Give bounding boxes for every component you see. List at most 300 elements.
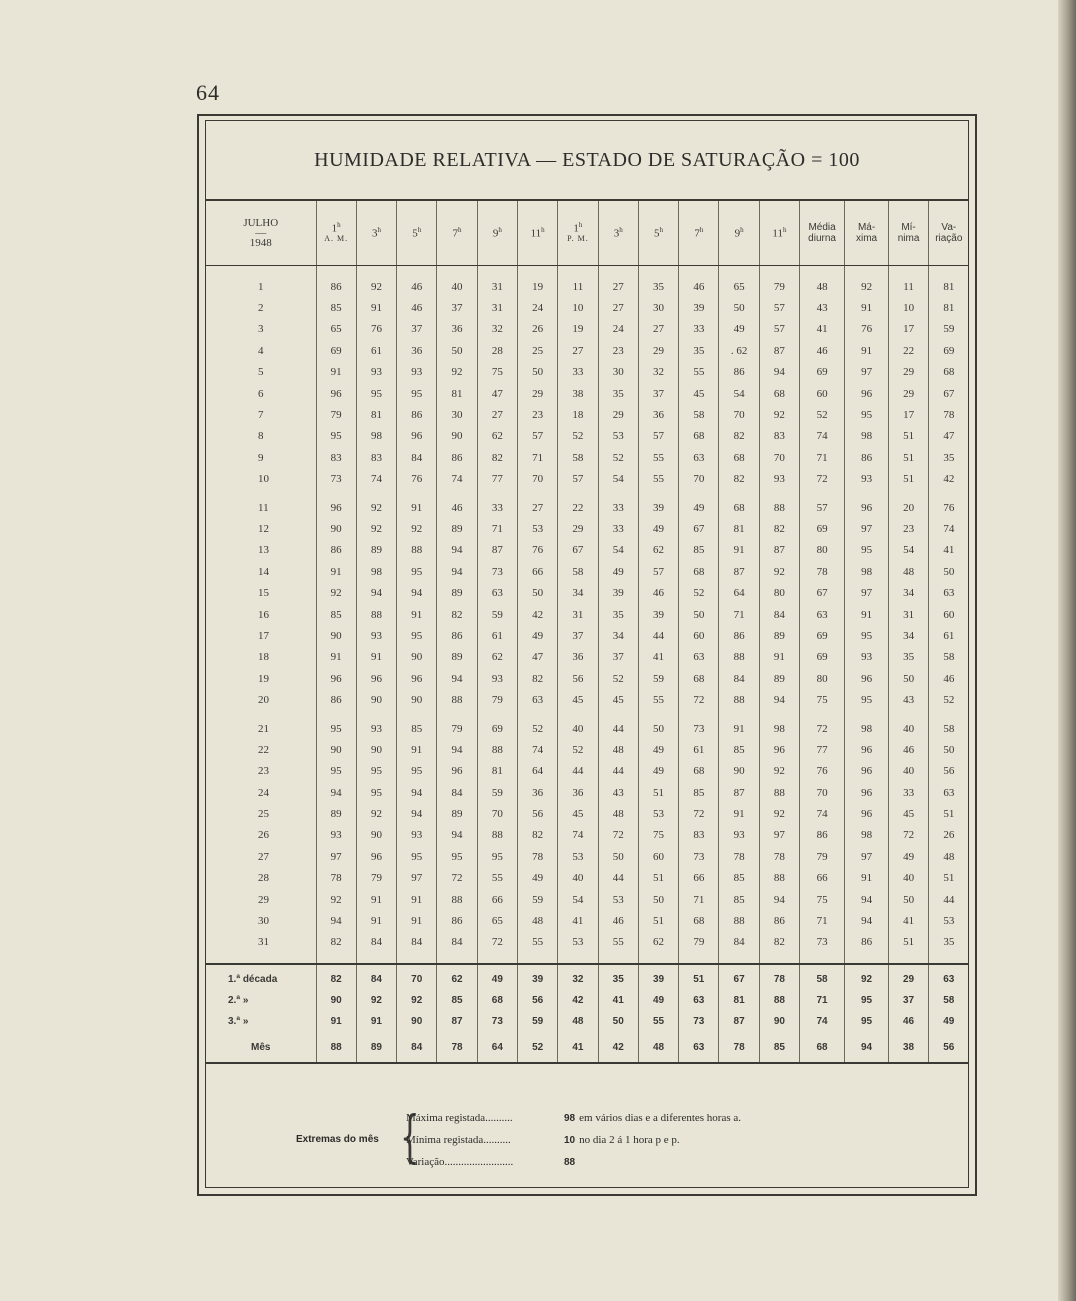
value-cell: 73 [316,469,356,490]
value-cell: 78 [316,868,356,889]
value-cell: 27 [638,319,678,340]
value-cell: 50 [679,604,719,625]
value-cell: 63 [517,689,557,710]
value-cell: 81 [356,404,396,425]
value-cell: 73 [477,561,517,582]
extreme-var-value: 88 [564,1157,576,1168]
value-cell: 69 [316,340,356,361]
value-cell: 40 [889,718,929,739]
value-cell: 38 [558,383,598,404]
summary-value: 81 [719,990,759,1011]
value-cell: 80 [800,668,845,689]
value-cell: 84 [719,932,759,953]
value-cell: 19 [517,276,557,297]
extreme-max-label: Máxima registada.......... [406,1112,513,1124]
value-cell: 35 [679,340,719,361]
month-value: 85 [759,1032,799,1063]
value-cell: 57 [638,561,678,582]
value-cell: 46 [889,739,929,760]
value-cell: 47 [477,383,517,404]
value-cell: 95 [356,383,396,404]
value-cell: 53 [558,846,598,867]
value-cell: 44 [558,761,598,782]
value-cell: 91 [397,497,437,518]
table-row [206,668,969,689]
value-cell: 40 [889,761,929,782]
value-cell: 85 [719,889,759,910]
table-row [206,561,969,582]
value-cell: 52 [800,404,845,425]
value-cell: 65 [477,910,517,931]
day-cell: 4 [258,344,264,357]
value-cell: 40 [558,868,598,889]
value-cell: 68 [679,910,719,931]
value-cell: 89 [437,647,477,668]
value-cell: 88 [759,497,799,518]
value-cell: 42 [517,604,557,625]
value-cell: 53 [598,889,638,910]
value-cell: 87 [759,540,799,561]
value-cell: 33 [889,782,929,803]
value-cell: 52 [598,447,638,468]
value-cell: 53 [558,932,598,953]
value-cell: 87 [477,540,517,561]
value-cell: 89 [316,803,356,824]
table-row [206,761,969,782]
value-cell: 86 [437,625,477,646]
value-cell: 48 [598,803,638,824]
value-cell: 94 [437,540,477,561]
hour-header: 3$^h$ [598,201,638,266]
value-cell: 51 [929,803,969,824]
value-cell: 86 [437,910,477,931]
value-cell: 71 [679,889,719,910]
month-value: 38 [889,1032,929,1063]
value-cell: 85 [316,604,356,625]
value-cell: 93 [477,668,517,689]
value-cell: 45 [598,689,638,710]
value-cell: 69 [800,625,845,646]
humidity-table [206,201,969,1064]
value-cell: 80 [800,540,845,561]
value-cell: 68 [679,426,719,447]
value-cell: 39 [679,297,719,318]
value-cell: 46 [679,276,719,297]
value-cell: 89 [437,803,477,824]
value-cell: 71 [800,910,845,931]
value-cell: 54 [558,889,598,910]
value-cell: 76 [356,319,396,340]
value-cell: 72 [679,689,719,710]
summary-value: 73 [679,1011,719,1032]
value-cell: 51 [889,469,929,490]
value-cell: 79 [477,689,517,710]
value-cell: 88 [759,782,799,803]
value-cell: 68 [719,497,759,518]
value-cell: 86 [316,540,356,561]
value-cell: 49 [638,739,678,760]
summary-value: 50 [598,1011,638,1032]
value-cell: 79 [437,718,477,739]
value-cell: 68 [719,447,759,468]
extremes-section [206,1096,968,1186]
value-cell: 56 [558,668,598,689]
value-cell: 30 [437,404,477,425]
value-cell: 85 [679,782,719,803]
value-cell: 93 [397,825,437,846]
value-cell: 27 [558,340,598,361]
value-cell: 66 [517,561,557,582]
value-cell: 73 [800,932,845,953]
value-cell: 73 [679,846,719,867]
value-cell: 83 [759,426,799,447]
value-cell: 45 [679,383,719,404]
value-cell: 85 [397,718,437,739]
value-cell: 94 [759,689,799,710]
value-cell: 60 [638,846,678,867]
value-cell: 91 [845,868,889,889]
value-cell: 40 [437,276,477,297]
summary-value: 39 [638,969,678,990]
value-cell: 93 [719,825,759,846]
table-row [206,426,969,447]
summary-value: 90 [397,1011,437,1032]
value-cell: 55 [638,469,678,490]
summary-value: 92 [845,969,889,990]
value-cell: 76 [397,469,437,490]
value-cell: 48 [800,276,845,297]
value-cell: 46 [800,340,845,361]
day-cell: 6 [258,387,264,400]
value-cell: 67 [679,518,719,539]
value-cell: 89 [437,582,477,603]
value-cell: 54 [598,540,638,561]
value-cell: 91 [356,910,396,931]
value-cell: 48 [598,739,638,760]
summary-label: 2.ª » [228,995,249,1007]
value-cell: 78 [759,846,799,867]
value-cell: 49 [679,497,719,518]
value-cell: 86 [316,689,356,710]
value-cell: 59 [517,889,557,910]
value-cell: 51 [638,868,678,889]
value-cell: 50 [638,889,678,910]
value-cell: 79 [356,868,396,889]
summary-value: 29 [889,969,929,990]
value-cell: 92 [759,561,799,582]
value-cell: 46 [598,910,638,931]
table-row [206,362,969,383]
hour-header: 1$^h$ A. M. [316,201,356,266]
brace-icon: { [400,1105,420,1170]
value-cell: 39 [638,497,678,518]
value-cell: 95 [397,561,437,582]
value-cell: 96 [845,497,889,518]
value-cell: 57 [558,469,598,490]
value-cell: 79 [679,932,719,953]
value-cell: 88 [437,889,477,910]
day-cell: 30 [258,915,269,928]
value-cell: 50 [517,582,557,603]
table-row [206,582,969,603]
value-cell: 78 [800,561,845,582]
month-value: 56 [929,1032,969,1063]
month-value: 64 [477,1032,517,1063]
day-cell: 3 [258,323,264,336]
value-cell: 79 [316,404,356,425]
table-row [206,276,969,297]
value-cell: 90 [316,625,356,646]
value-cell: 95 [356,761,396,782]
value-cell: 72 [889,825,929,846]
value-cell: 68 [679,561,719,582]
month-value: 78 [719,1032,759,1063]
value-cell: 36 [517,782,557,803]
month-value: 78 [437,1032,477,1063]
value-cell: 91 [356,297,396,318]
value-cell: 88 [356,604,396,625]
value-cell: 95 [397,383,437,404]
value-cell: 37 [638,383,678,404]
value-cell: 68 [679,761,719,782]
table-row [206,625,969,646]
value-cell: 72 [800,469,845,490]
value-cell: 61 [477,625,517,646]
value-cell: 86 [437,447,477,468]
value-cell: 92 [397,518,437,539]
value-cell: 82 [719,426,759,447]
value-cell: 86 [719,362,759,383]
value-cell: 17 [889,319,929,340]
value-cell: 84 [437,782,477,803]
day-cell: 24 [258,786,269,799]
value-cell: 88 [719,689,759,710]
value-cell: 96 [316,383,356,404]
value-cell: 74 [437,469,477,490]
value-cell: 95 [316,761,356,782]
value-cell: 84 [759,604,799,625]
value-cell: 18 [558,404,598,425]
value-cell: 44 [598,718,638,739]
value-cell: 50 [889,889,929,910]
value-cell: 90 [437,426,477,447]
value-cell: 63 [679,447,719,468]
summary-value: 95 [845,1011,889,1032]
value-cell: 98 [845,825,889,846]
value-cell: 82 [719,469,759,490]
value-cell: 88 [477,739,517,760]
separator-row [206,953,969,964]
table-row [206,297,969,318]
value-cell: 97 [845,582,889,603]
value-cell: 45 [558,803,598,824]
value-cell: 90 [356,825,396,846]
value-cell: 82 [759,518,799,539]
value-cell: 53 [598,426,638,447]
value-cell: 93 [356,625,396,646]
value-cell: 91 [316,362,356,383]
day-cell: 9 [258,451,264,464]
value-cell: 72 [800,718,845,739]
value-cell: 31 [477,276,517,297]
value-cell: 95 [356,782,396,803]
month-value: 84 [397,1032,437,1063]
value-cell: 58 [558,447,598,468]
value-cell: 81 [719,518,759,539]
summary-value: 39 [517,969,557,990]
value-cell: 49 [598,561,638,582]
day-cell: 25 [258,808,269,821]
value-cell: 71 [477,518,517,539]
value-cell: 19 [558,319,598,340]
summary-label: 3.ª » [228,1016,249,1028]
value-cell: 55 [679,362,719,383]
value-cell: 47 [517,647,557,668]
table-row [206,846,969,867]
value-cell: 95 [845,689,889,710]
summary-value: 63 [679,990,719,1011]
value-cell: 29 [638,340,678,361]
value-cell: 36 [558,647,598,668]
month-value: 48 [638,1032,678,1063]
summary-value: 49 [638,990,678,1011]
month-value: 42 [598,1032,638,1063]
summary-value: 87 [437,1011,477,1032]
value-cell: 90 [316,739,356,760]
value-cell: 86 [759,910,799,931]
value-cell: 33 [679,319,719,340]
value-cell: 94 [437,739,477,760]
value-cell: 92 [759,404,799,425]
value-cell: 91 [397,910,437,931]
value-cell: 37 [397,319,437,340]
value-cell: 94 [397,803,437,824]
value-cell: 54 [889,540,929,561]
month-value: 88 [316,1032,356,1063]
value-cell: 74 [356,469,396,490]
summary-value: 49 [477,969,517,990]
day-cell: 18 [258,651,269,664]
value-cell: 57 [759,297,799,318]
value-cell: 91 [719,540,759,561]
value-cell: 44 [638,625,678,646]
value-cell: 96 [759,739,799,760]
summary-value: 48 [558,1011,598,1032]
value-cell: 34 [889,625,929,646]
value-cell: 20 [889,497,929,518]
value-cell: 52 [598,668,638,689]
value-cell: 31 [477,297,517,318]
value-cell: 53 [517,518,557,539]
value-cell: 35 [889,647,929,668]
day-cell: 20 [258,694,269,707]
value-cell: 97 [845,518,889,539]
month-year-header [206,201,316,266]
summary-value: 71 [800,990,845,1011]
value-cell: 32 [477,319,517,340]
value-cell: 92 [759,761,799,782]
value-cell: 82 [517,825,557,846]
value-cell: 86 [397,404,437,425]
summary-value: 68 [477,990,517,1011]
day-cell: 21 [258,722,269,735]
summary-value: 73 [477,1011,517,1032]
summary-value: 90 [316,990,356,1011]
hour-header: 9$^h$ [719,201,759,266]
value-cell: 35 [929,932,969,953]
summary-row [206,1011,969,1032]
value-cell: 59 [638,668,678,689]
spacer-row [206,711,969,718]
value-cell: 81 [477,761,517,782]
value-cell: 69 [477,718,517,739]
day-cell: 8 [258,430,264,443]
hour-header: 5$^h$ [638,201,678,266]
value-cell: 59 [477,782,517,803]
value-cell: 85 [316,297,356,318]
extreme-max-value: 98 em vários dias e a diferentes horas a. [564,1112,742,1124]
day-cell: 11 [258,501,269,514]
value-cell: 89 [759,668,799,689]
value-cell: 91 [356,647,396,668]
value-cell: 90 [719,761,759,782]
value-cell: 60 [929,604,969,625]
value-cell: 70 [477,803,517,824]
summary-value: 37 [889,990,929,1011]
table-row [206,647,969,668]
value-cell: 67 [558,540,598,561]
summary-value: 70 [397,969,437,990]
value-cell: 94 [397,782,437,803]
table-row [206,404,969,425]
value-cell: 24 [517,297,557,318]
day-cell: 10 [258,473,269,486]
value-cell: 57 [759,319,799,340]
value-cell: 68 [679,668,719,689]
summary-value: 56 [517,990,557,1011]
value-cell: 55 [517,932,557,953]
value-cell: 75 [477,362,517,383]
value-cell: 88 [477,825,517,846]
value-cell: 92 [437,362,477,383]
value-cell: 34 [598,625,638,646]
value-cell: 72 [477,932,517,953]
summary-value: 32 [558,969,598,990]
month-value: 89 [356,1032,396,1063]
table-container [205,120,969,1188]
value-cell: 64 [719,582,759,603]
summary-value: 95 [845,990,889,1011]
value-cell: 27 [598,297,638,318]
hour-header: 1$^h$ P. M. [558,201,598,266]
value-cell: 88 [759,868,799,889]
summary-value: 58 [929,990,969,1011]
value-cell: 86 [719,625,759,646]
value-cell: 96 [397,668,437,689]
value-cell: 46 [929,668,969,689]
hour-header: 7$^h$ [679,201,719,266]
header-row [206,201,969,266]
month-row [206,1032,969,1063]
summary-value: 91 [356,1011,396,1032]
value-cell: 55 [638,689,678,710]
value-cell: 70 [517,469,557,490]
header-dash: — [255,227,267,239]
summary-label: 1.ª década [228,974,278,986]
value-cell: 88 [719,647,759,668]
value-cell: 78 [517,846,557,867]
table-row [206,739,969,760]
